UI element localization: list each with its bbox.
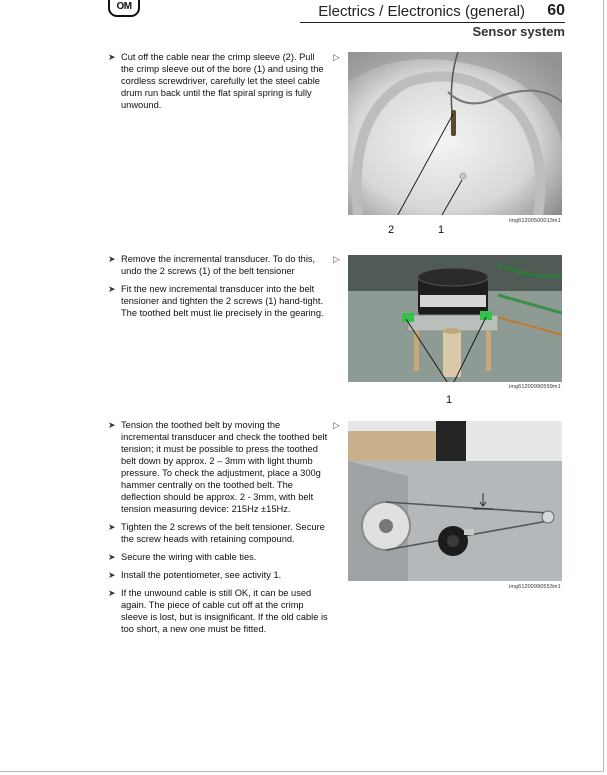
step-item (108, 51, 330, 111)
step-item (108, 569, 330, 581)
arrow-bullet-icon: ➤ (108, 52, 116, 62)
photo-cable-drum (348, 52, 562, 215)
step-text: If the unwound cable is still OK, it can be used again. The piece of cable cut off at the crimp sleeve is lost, but is insignificant. If the old cable is too short, a new one must be fitted. (121, 588, 328, 634)
arrow-bullet-icon: ➤ (108, 254, 116, 264)
om-logo: OM (108, 0, 140, 17)
step-item (108, 587, 330, 635)
step-item (108, 253, 330, 277)
triangle-pointer-icon: ▷ (333, 254, 340, 264)
page-number: 60 (547, 2, 565, 19)
section-subtitle: Sensor system (472, 24, 565, 39)
section-2-text (108, 253, 330, 325)
step-text: Fit the new incremental transducer into the belt tensioner and tighten the 2 screws (1) hand-tight. The toothed belt must lie precisely in the gearing. (121, 284, 324, 318)
photo-incremental-transducer (348, 255, 562, 382)
step-text: Tension the toothed belt by moving the incremental transducer and check the toothed belt tension; it must be possible to press the toothed belt down by approx. 2 – 3mm with light thumb pressure. To check the adjustment, place a 300g hammer centrally on the toothed belt. The deflection should be approx. 2 - 3mm, with belt tension measuring device: 215Hz ±15Hz. (121, 420, 328, 514)
step-item (108, 521, 330, 545)
arrow-bullet-icon: ➤ (108, 420, 116, 430)
arrow-bullet-icon: ➤ (108, 552, 116, 562)
image-id: img61200500013m1 (509, 218, 561, 224)
callout-label: 1 (438, 224, 445, 236)
section-1-text (108, 51, 330, 117)
step-text: Install the potentiometer, see activity 1. (121, 570, 282, 580)
photo-toothed-belt (348, 421, 562, 581)
callout-label: 1 (446, 394, 453, 406)
triangle-pointer-icon: ▷ (333, 420, 340, 430)
arrow-bullet-icon: ➤ (108, 588, 116, 598)
arrow-bullet-icon: ➤ (108, 570, 116, 580)
step-text: Secure the wiring with cable ties. (121, 552, 257, 562)
callout-label: 2 (388, 224, 395, 236)
step-item (108, 551, 330, 563)
arrow-bullet-icon: ➤ (108, 284, 116, 294)
arrow-bullet-icon: ➤ (108, 522, 116, 532)
step-item (108, 283, 330, 319)
section-3-text (108, 419, 330, 641)
step-text: Remove the incremental transducer. To do this, undo the 2 screws (1) of the belt tensioner (121, 254, 316, 276)
header-rule (300, 22, 565, 23)
image-id: img61200990553m1 (509, 584, 561, 590)
image-id: img61200990559m1 (509, 384, 561, 390)
triangle-pointer-icon: ▷ (333, 52, 340, 62)
step-item (108, 419, 330, 515)
step-text: Tighten the 2 screws of the belt tensioner. Secure the screw heads with retaining compound. (121, 522, 325, 544)
page-title: Electrics / Electronics (general) (318, 3, 525, 20)
step-text: Cut off the cable near the crimp sleeve (2). Pull the crimp sleeve out of the bore (1) and using the cordless screwdriver, carefully let the steel cable drum run back until the flat spiral spring is fully unwound. (121, 52, 324, 110)
